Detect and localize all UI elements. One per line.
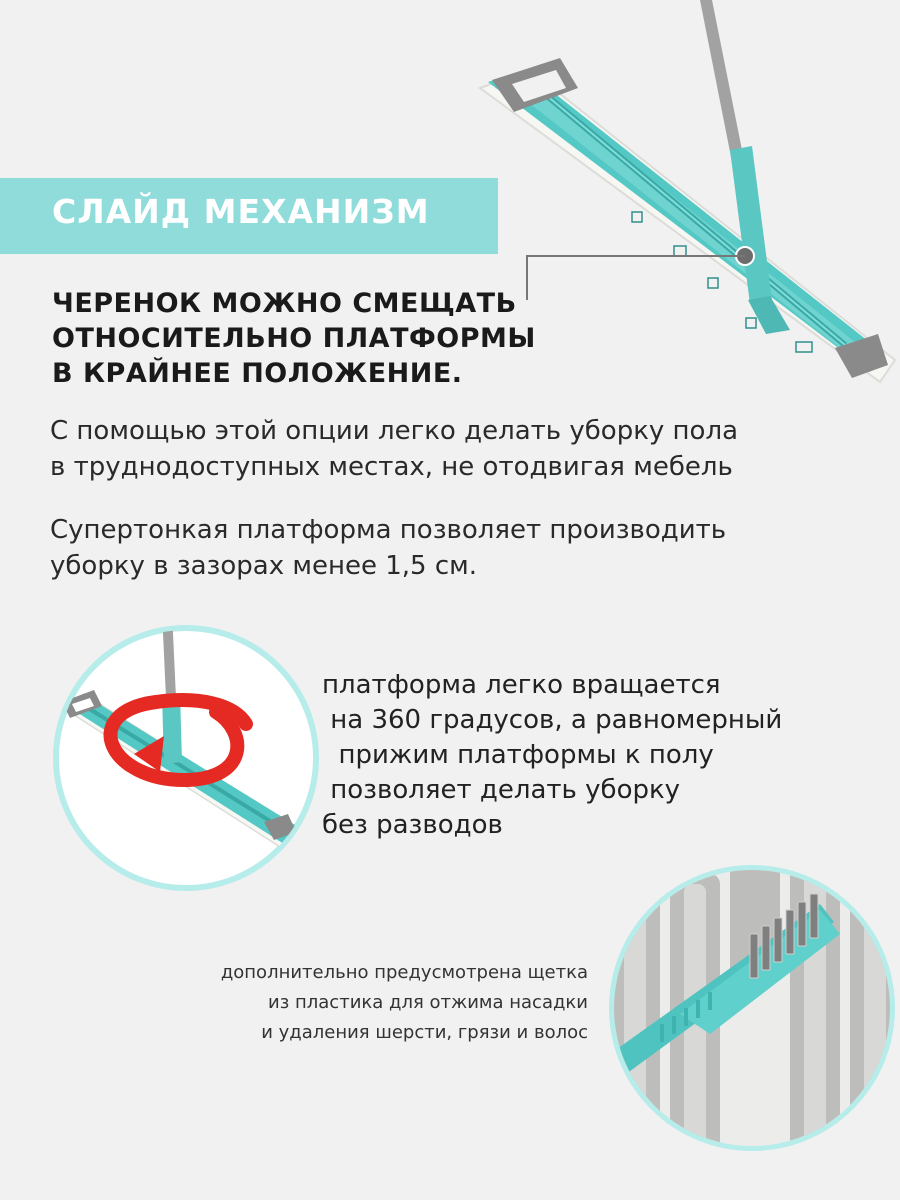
- paragraph-thin-platform: [50, 512, 726, 584]
- rotation-line: позволяет делать уборку: [322, 775, 681, 805]
- brush-line: дополнительно предусмотрена щетка: [220, 962, 588, 983]
- banner-title: СЛАЙД МЕХАНИЗМ: [52, 192, 430, 231]
- paragraph-line: уборку в зазорах менее 1,5 см.: [50, 551, 478, 581]
- rotation-line: прижим платформы к полу: [322, 740, 714, 770]
- rotation-line: платформа легко вращается: [322, 670, 721, 700]
- brush-description: [221, 958, 588, 1048]
- rotation-description: [322, 668, 782, 843]
- rotation-line: без разводов: [322, 810, 503, 840]
- brush-line: из пластика для отжима насадки: [268, 992, 588, 1013]
- paragraph-hard-to-reach: [50, 413, 738, 485]
- rotation-line: на 360 градусов, а равномерный: [322, 705, 783, 735]
- paragraph-line: Супертонкая платформа позволяет производить: [50, 515, 727, 545]
- heading-line: В КРАЙНЕЕ ПОЛОЖЕНИЕ.: [52, 358, 463, 389]
- paragraph-line: в труднодоступных местах, не отодвигая мебель: [50, 452, 733, 482]
- rotation-image: [38, 612, 338, 912]
- heading-line: ЧЕРЕНОК МОЖНО СМЕЩАТЬ: [52, 288, 517, 319]
- feature-heading: [52, 286, 536, 391]
- brush-line: и удаления шерсти, грязи и волос: [261, 1022, 588, 1043]
- paragraph-line: С помощью этой опции легко делать уборку пола: [50, 416, 739, 446]
- heading-line: ОТНОСИТЕЛЬНО ПЛАТФОРМЫ: [52, 323, 536, 354]
- brush-image: [600, 864, 900, 1164]
